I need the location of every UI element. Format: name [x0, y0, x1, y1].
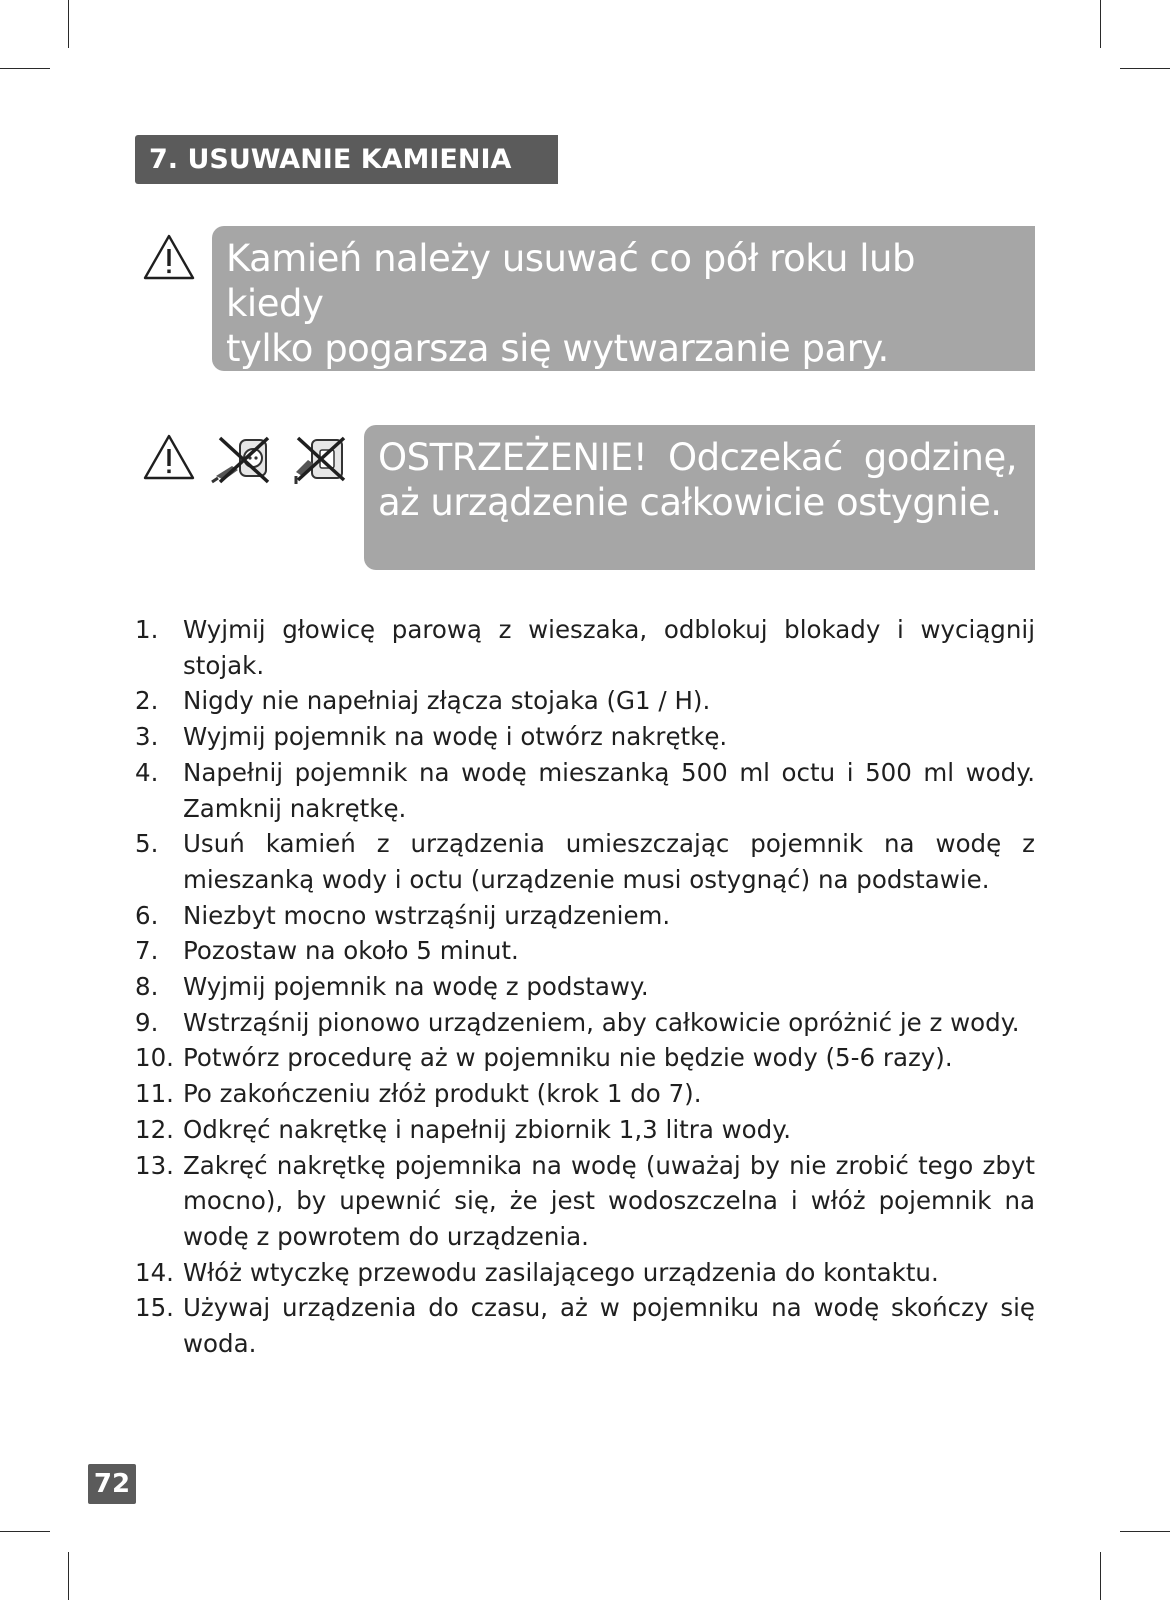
list-item [135, 1005, 1035, 1041]
step-text: Wstrząśnij pionowo urządzeniem, aby całkowicie opróżnić je z wody. [183, 1007, 1020, 1037]
crop-mark [1120, 1531, 1170, 1532]
step-number: 14. [135, 1257, 174, 1287]
unplugged-socket-icon [292, 430, 348, 486]
step-number: 4. [135, 757, 159, 787]
note-word: Odczekać [667, 436, 843, 479]
list-item [135, 1076, 1035, 1112]
note-line [378, 435, 1017, 480]
unplugged-socket-icon [210, 430, 274, 486]
step-text: Włóż wtyczkę przewodu zasilającego urządzenia do kontaktu. [183, 1257, 939, 1287]
section-title: 7. USUWANIE KAMIENIA [135, 135, 558, 184]
note-line: aż urządzenie całkowicie ostygnie. [378, 481, 1002, 524]
step-text: Odkręć nakrętkę i napełnij zbiornik 1,3 litra wody. [183, 1114, 791, 1144]
step-number: 1. [135, 615, 159, 644]
step-text: Wyjmij pojemnik na wodę i otwórz nakrętkę. [183, 722, 728, 752]
list-item [135, 755, 1035, 826]
list-item [135, 1040, 1035, 1076]
step-number: 9. [135, 1007, 159, 1037]
list-item [135, 1112, 1035, 1148]
cooling-warning-note [364, 425, 1035, 570]
crop-mark [1120, 68, 1170, 69]
step-number: 7. [135, 936, 159, 966]
step-number: 10. [135, 1043, 174, 1073]
step-number: 11. [135, 1079, 174, 1109]
step-text: Nigdy nie napełniaj złącza stojaka (G1 / H). [183, 686, 711, 716]
step-text: Usuń kamień z urządzenia umieszczając pojemnik na wodę z mieszanką wody i octu (urządzenie musi ostygnąć) na podstawie. [183, 829, 1035, 894]
step-number: 15. [135, 1293, 174, 1323]
list-item [135, 933, 1035, 969]
step-text: Niezbyt mocno wstrząśnij urządzeniem. [183, 900, 671, 930]
step-text: Wyjmij pojemnik na wodę z podstawy. [183, 972, 649, 1002]
warning-triangle-icon [142, 232, 196, 282]
note-line: tylko pogarsza się wytwarzanie pary. [226, 327, 889, 370]
step-number: 12. [135, 1114, 174, 1144]
list-item [135, 969, 1035, 1005]
step-number: 8. [135, 972, 159, 1002]
step-number: 3. [135, 722, 159, 752]
step-text: Potwórz procedurę aż w pojemniku nie będzie wody (5-6 razy). [183, 1043, 953, 1073]
step-text: Napełnij pojemnik na wodę mieszanką 500 ml octu i 500 ml wody. Zamknij nakrętkę. [183, 757, 1035, 823]
list-item [135, 612, 1035, 683]
list-item [135, 683, 1035, 719]
crop-mark [0, 1531, 50, 1532]
list-item [135, 898, 1035, 934]
crop-mark [1100, 1552, 1101, 1600]
step-text: Używaj urządzenia do czasu, aż w pojemniku na wodę skończy się woda. [183, 1293, 1035, 1359]
step-number: 6. [135, 900, 159, 930]
step-number: 5. [135, 829, 159, 859]
descaling-steps-list [135, 612, 1035, 1362]
note-line: Kamień należy usuwać co pół roku lub kiedy [226, 237, 915, 325]
crop-mark [68, 0, 69, 48]
note-word: godzinę, [863, 436, 1017, 479]
page-number: 72 [88, 1464, 136, 1504]
list-item [135, 826, 1035, 897]
step-number: 13. [135, 1150, 174, 1180]
list-item [135, 719, 1035, 755]
descaling-note [212, 226, 1035, 371]
step-text: Zakręć nakrętkę pojemnika na wodę (uważaj by nie zrobić tego zbyt mocno), by upewnić się, że jest wodoszczelna i włóż pojemnik na wodę z powrotem do urządzenia. [183, 1150, 1035, 1251]
list-item [135, 1255, 1035, 1291]
note-word: OSTRZEŻENIE! [378, 436, 648, 479]
warning-triangle-icon [142, 432, 196, 482]
list-item [135, 1148, 1035, 1255]
step-text: Po zakończeniu złóż produkt (krok 1 do 7). [183, 1079, 702, 1109]
list-item [135, 1290, 1035, 1361]
crop-mark [0, 68, 50, 69]
step-text: Wyjmij głowicę parową z wieszaka, odblokuj blokady i wyciągnij stojak. [183, 615, 1035, 680]
crop-mark [68, 1552, 69, 1600]
step-number: 2. [135, 686, 159, 716]
step-text: Pozostaw na około 5 minut. [183, 936, 519, 966]
crop-mark [1100, 0, 1101, 48]
